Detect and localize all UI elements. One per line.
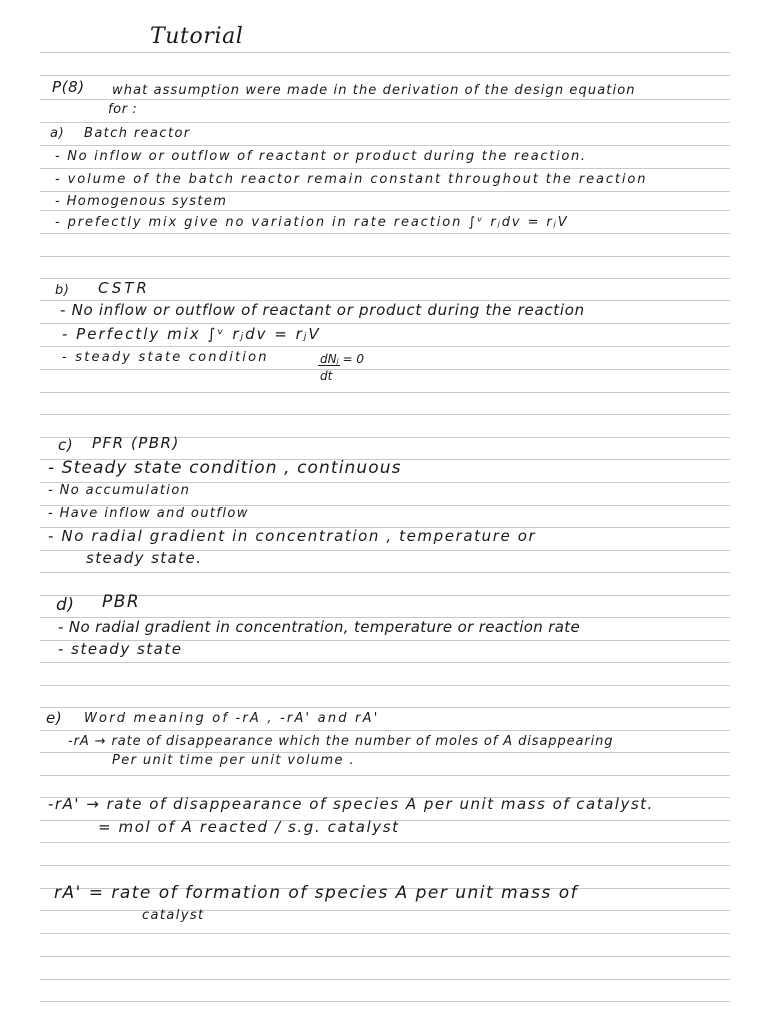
section-c-bullet: steady state.	[86, 549, 203, 567]
ruled-line	[40, 122, 730, 123]
ruled-line	[40, 256, 730, 257]
ruled-line	[40, 572, 730, 573]
section-d-label: d)	[56, 595, 75, 615]
section-e-line: catalyst	[142, 908, 205, 923]
fraction-bar	[318, 365, 340, 366]
section-b-bullet: - No inflow or outflow of reactant or product during the reaction	[60, 301, 585, 319]
section-e-line: Per unit time per unit volume .	[112, 753, 356, 768]
equation-numerator: dNⱼ = 0	[320, 352, 365, 366]
section-e-line: -rA → rate of disappearance which the number of moles of A disappearing	[68, 734, 614, 749]
ruled-line	[40, 369, 730, 370]
ruled-line	[40, 392, 730, 393]
ruled-line	[40, 191, 730, 192]
ruled-line	[40, 168, 730, 169]
ruled-line	[40, 956, 730, 957]
ruled-line	[40, 145, 730, 146]
section-a-bullet: - prefectly mix give no variation in rate reaction ∫ᵛ rⱼdv = rⱼV	[55, 215, 569, 230]
section-e-label: e)	[46, 709, 63, 727]
section-b-bullet: - Perfectly mix ∫ᵛ rⱼdv = rⱼV	[62, 325, 321, 343]
section-e-line: rA' = rate of formation of species A per unit mass of	[54, 883, 579, 903]
section-a-label: a)	[50, 126, 65, 141]
ruled-line	[40, 75, 730, 76]
section-d-heading: PBR	[102, 592, 141, 612]
ruled-line	[40, 210, 730, 211]
ruled-line	[40, 595, 730, 596]
section-a-heading: Batch reactor	[84, 126, 191, 141]
section-d-bullet: - steady state	[58, 640, 183, 658]
section-a-bullet: - Homogenous system	[55, 194, 228, 209]
ruled-line	[40, 1001, 730, 1002]
ruled-line	[40, 233, 730, 234]
section-d-bullet: - No radial gradient in concentration, temperature or reaction rate	[58, 618, 581, 636]
ruled-line	[40, 662, 730, 663]
ruled-line	[40, 730, 730, 731]
ruled-line	[40, 99, 730, 100]
question-number: P(8)	[52, 78, 85, 96]
ruled-line	[40, 979, 730, 980]
ruled-line	[40, 323, 730, 324]
question-text: what assumption were made in the derivation of the design equation	[112, 83, 636, 98]
section-c-bullet: - Steady state condition , continuous	[48, 458, 402, 478]
ruled-line	[40, 775, 730, 776]
section-a-bullet: - No inflow or outflow of reactant or product during the reaction.	[55, 149, 587, 164]
ruled-line	[40, 865, 730, 866]
section-c-label: c)	[58, 436, 74, 454]
dndt-equation	[318, 352, 378, 384]
page-title: Tutorial	[150, 24, 244, 49]
ruled-line	[40, 842, 730, 843]
section-c-bullet: - No accumulation	[48, 483, 191, 498]
ruled-line	[40, 685, 730, 686]
section-b-heading: CSTR	[98, 279, 150, 297]
section-e-line: -rA' → rate of disappearance of species A per unit mass of catalyst.	[48, 795, 654, 813]
ruled-line	[40, 414, 730, 415]
ruled-line	[40, 933, 730, 934]
ruled-line	[40, 707, 730, 708]
ruled-line	[40, 52, 730, 53]
ruled-line	[40, 346, 730, 347]
section-b-label: b)	[55, 283, 70, 298]
section-c-bullet: - Have inflow and outflow	[48, 506, 249, 521]
section-e-line: = mol of A reacted / s.g. catalyst	[98, 818, 400, 836]
section-c-bullet: - No radial gradient in concentration , temperature or	[48, 527, 537, 545]
section-a-bullet: - volume of the batch reactor remain constant throughout the reaction	[55, 172, 648, 187]
question-text-cont: for :	[108, 102, 138, 117]
section-b-bullet: - steady state condition	[62, 350, 269, 365]
equation-denominator: dt	[320, 369, 333, 383]
section-e-heading: Word meaning of -rA , -rA' and rA'	[84, 711, 380, 726]
section-c-heading: PFR (PBR)	[92, 434, 180, 452]
